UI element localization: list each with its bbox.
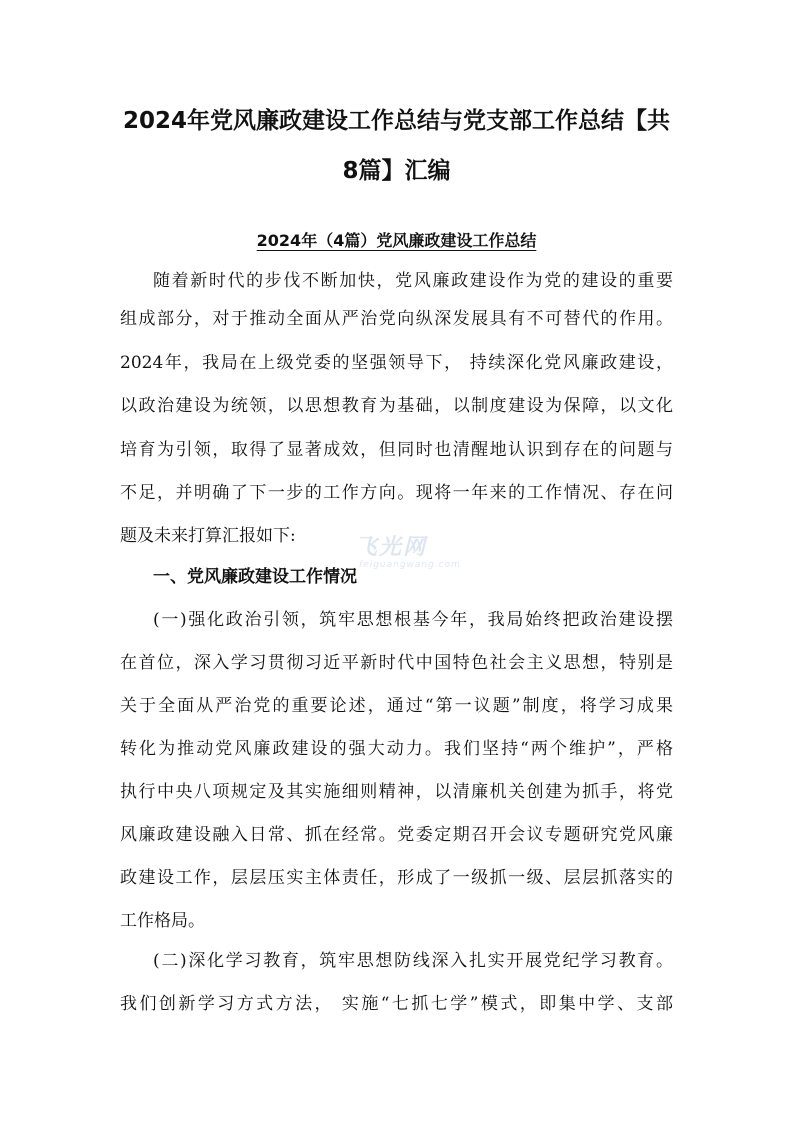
section-title [120, 226, 673, 256]
subsection-heading: 一、党风廉政建设工作情况 [153, 567, 357, 587]
document-title-line-1: 2024年党风廉政建设工作总结与党支部工作总结【共 [122, 108, 670, 134]
body-line: 执行中央八项规定及其实施细则精神，以清廉机关创建为抓手，将党 [120, 782, 673, 802]
body-line: (二)深化学习教育，筑牢思想防线深入扎实开展党纪学习教育。 [153, 951, 673, 971]
document-title-line-2: 8篇】汇编 [342, 158, 451, 184]
body-line: 在首位，深入学习贯彻习近平新时代中国特色社会主义思想，特别是 [120, 653, 673, 673]
body-line: (一)强化政治引领，筑牢思想根基今年，我局始终把政治建设摆 [153, 610, 673, 630]
body-line: 随着新时代的步伐不断加快，党风廉政建设作为党的建设的重要 [153, 271, 673, 291]
body-line: 关于全面从严治党的重要论述，通过“第一议题”制度，将学习成果 [120, 696, 673, 716]
body-line: 不足，并明确了下一步的工作方向。现将一年来的工作情况、存在问 [120, 483, 673, 503]
body-line: 以政治建设为统领，以思想教育为基础，以制度建设为保障，以文化 [120, 396, 673, 416]
watermark-url: feiguangwang.com [359, 560, 461, 570]
body-line: 风廉政建设融入日常、抓在经常。党委定期召开会议专题研究党风廉 [120, 825, 673, 845]
body-line: 组成部分，对于推动全面从严治党向纵深发展具有不可替代的作用。 [120, 309, 673, 329]
body-line: 转化为推动党风廉政建设的强大动力。我们坚持“两个维护”，严格 [120, 739, 673, 759]
document-title [100, 96, 693, 196]
body-line: 政建设工作，层层压实主体责任，形成了一级抓一级、层层抓落实的 [120, 868, 673, 888]
watermark-text: 飞光网 [355, 535, 428, 560]
body-line: 培育为引领，取得了显著成效，但同时也清醒地认识到存在的问题与 [120, 440, 673, 460]
body-line: 我们创新学习方式方法， 实施“七抓七学”模式，即集中学、支部 [120, 994, 673, 1014]
body-line: 2024年，我局在上级党委的坚强领导下， 持续深化党风廉政建设， [120, 353, 673, 373]
body-line: 工作格局。 [120, 911, 205, 931]
body-line: 题及未来打算汇报如下: [120, 526, 296, 546]
section-title-text: 2024年（4篇）党风廉政建设工作总结 [256, 231, 537, 250]
